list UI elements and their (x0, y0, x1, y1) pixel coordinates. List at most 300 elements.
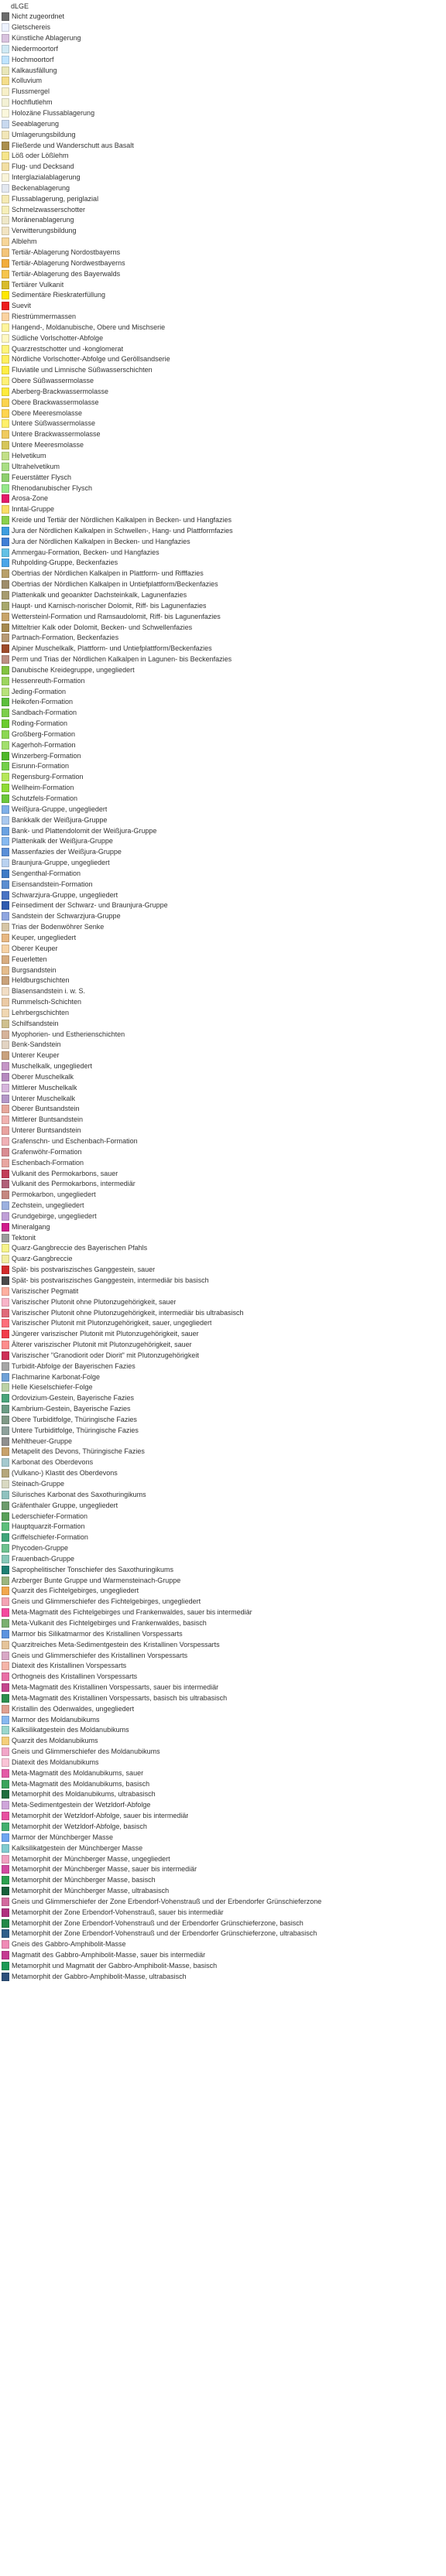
legend-item (2, 1007, 446, 1018)
legend-item (2, 97, 446, 108)
legend-swatch (2, 1170, 9, 1178)
legend-swatch (2, 1619, 9, 1628)
legend-item (2, 226, 446, 237)
legend-label: Kolluvium (12, 77, 43, 85)
legend-label: Winzerberg-Formation (12, 751, 81, 760)
legend-item (2, 1072, 446, 1083)
legend-item (2, 333, 446, 343)
legend-item (2, 504, 446, 515)
legend-item (2, 869, 446, 880)
legend-label: Lederschiefer-Formation (12, 1512, 88, 1520)
legend-label: (Vulkano-) Klastit des Oberdevons (12, 1469, 118, 1478)
legend-item (2, 1822, 446, 1833)
legend-label: Metapelit des Devons, Thüringische Fazies (12, 1447, 145, 1456)
legend-swatch (2, 1373, 9, 1382)
legend-label: Quarzit des Fichtelgebirges, ungegliedert (12, 1587, 139, 1595)
legend-item (2, 1211, 446, 1222)
legend-item (2, 1340, 446, 1351)
legend-label: Grundgebirge, ungegliedert (12, 1211, 97, 1220)
legend-swatch (2, 987, 9, 996)
legend-item (2, 1918, 446, 1929)
legend-label: Roding-Formation (12, 719, 68, 728)
legend-swatch (2, 1115, 9, 1124)
legend-label: Mittlerer Muschelkalk (12, 1083, 77, 1092)
legend-swatch (2, 1672, 9, 1681)
legend-swatch (2, 473, 9, 482)
legend-swatch (2, 1748, 9, 1756)
legend-swatch (2, 1876, 9, 1884)
legend-label: Meta-Magmatit des Kristallinen Vorspessarts, basisch bis ultrabasisch (12, 1693, 228, 1702)
legend-swatch (2, 131, 9, 139)
legend-label: Heldburgschichten (12, 976, 70, 985)
legend-label: Spät- bis postvariszisches Ganggestein, intermediär bis basisch (12, 1276, 209, 1284)
legend-swatch (2, 1694, 9, 1703)
legend-swatch (2, 773, 9, 781)
legend-item (2, 1897, 446, 1908)
legend-item (2, 1597, 446, 1607)
legend-swatch (2, 87, 9, 96)
legend-label: Sandbach-Formation (12, 709, 77, 717)
legend-swatch (2, 1095, 9, 1103)
legend-item (2, 965, 446, 975)
legend-swatch (2, 698, 9, 706)
legend-label: Eisensandstein-Formation (12, 880, 93, 888)
legend-swatch (2, 1823, 9, 1831)
legend-item (2, 794, 446, 805)
legend-label: Flug- und Decksand (12, 162, 74, 171)
legend-label: Quarzitreiches Meta-Sedimentgestein des Kristallinen Vorspessarts (12, 1640, 220, 1648)
legend-item (2, 1051, 446, 1061)
legend-label: Oberer Keuper (12, 944, 58, 952)
legend-item (2, 644, 446, 654)
legend-item (2, 1136, 446, 1147)
legend-label: Metamorphit der Wetzldorf-Abfolge, basisch (12, 1823, 147, 1831)
legend-label: Metamorphit der Wetzldorf-Abfolge, sauer bis intermediär (12, 1812, 189, 1820)
legend-swatch (2, 1641, 9, 1649)
legend-item (2, 173, 446, 183)
legend-item (2, 162, 446, 173)
legend-item (2, 1886, 446, 1897)
legend-label: Feuerstätter Flysch (12, 473, 72, 481)
legend-swatch (2, 1705, 9, 1713)
legend-label: Turbidit-Abfolge der Bayerischen Fazies (12, 1361, 136, 1370)
legend-swatch (2, 1394, 9, 1402)
legend-swatch (2, 923, 9, 931)
legend-swatch (2, 1555, 9, 1563)
legend-swatch (2, 1544, 9, 1553)
legend-item (2, 1811, 446, 1822)
legend-swatch (2, 741, 9, 750)
legend-item (2, 526, 446, 537)
legend-label: Kalksilikatgestein der Münchberger Masse (12, 1843, 143, 1852)
legend-swatch (2, 12, 9, 21)
legend-label: Fließerde und Wanderschutt aus Basalt (12, 141, 134, 149)
legend-swatch (2, 559, 9, 567)
legend-item (2, 1661, 446, 1672)
legend-item (2, 772, 446, 783)
legend-item (2, 611, 446, 622)
legend-swatch (2, 1447, 9, 1456)
legend-item (2, 1864, 446, 1875)
legend-item (2, 1082, 446, 1093)
legend-swatch (2, 291, 9, 299)
legend-swatch (2, 302, 9, 310)
legend-item (2, 1157, 446, 1168)
legend-swatch (2, 644, 9, 653)
legend-item (2, 1372, 446, 1382)
legend-label: Sengenthal-Formation (12, 869, 81, 877)
legend-swatch (2, 719, 9, 728)
legend-label: Danubische Kreidegruppe, ungegliedert (12, 665, 135, 674)
legend-label: Bankkalk der Weißjura-Gruppe (12, 815, 108, 824)
legend-item (2, 986, 446, 997)
legend-item (2, 1758, 446, 1768)
legend-swatch (2, 1662, 9, 1670)
legend-swatch (2, 227, 9, 235)
legend-label: Grafenschn- und Eschenbach-Formation (12, 1137, 138, 1146)
legend-label: Quarzit des Moldanubikums (12, 1737, 98, 1745)
legend-swatch (2, 463, 9, 471)
legend-swatch (2, 377, 9, 385)
legend-item (2, 1190, 446, 1201)
legend-swatch (2, 1009, 9, 1017)
legend-label: Untere Süßwassermolasse (12, 419, 96, 428)
legend-swatch (2, 313, 9, 321)
legend-item (2, 343, 446, 354)
legend-item (2, 825, 446, 836)
legend-swatch (2, 1020, 9, 1028)
legend-label: Nördliche Vorlschotter-Abfolge und Geröllsandserie (12, 355, 170, 364)
legend-item (2, 1404, 446, 1415)
legend-item (2, 1843, 446, 1853)
legend-swatch (2, 216, 9, 224)
legend-item (2, 675, 446, 686)
legend-swatch (2, 527, 9, 535)
legend-swatch (2, 869, 9, 878)
legend-label: Flachmarine Karbonat-Folge (12, 1372, 101, 1381)
legend-item (2, 1018, 446, 1029)
legend-item (2, 579, 446, 590)
legend-swatch (2, 355, 9, 364)
legend-label: Sandstein der Schwarzjura-Gruppe (12, 912, 121, 921)
legend-item (2, 1971, 446, 1982)
legend-label: Meta-Vulkanit des Fichtelgebirges und Frankenwaldes, basisch (12, 1618, 207, 1627)
legend-swatch (2, 1040, 9, 1049)
legend-label: Lehrbergschichten (12, 1008, 70, 1016)
legend-swatch (2, 1405, 9, 1413)
legend-item (2, 1146, 446, 1157)
legend-item (2, 569, 446, 579)
legend-swatch (2, 1812, 9, 1820)
legend-item (2, 183, 446, 194)
legend-label: Muschelkalk, ungegliedert (12, 1062, 93, 1071)
legend-item (2, 515, 446, 526)
legend-label: Hochflutlehm (12, 98, 53, 107)
legend-item (2, 1040, 446, 1051)
legend-label: Phycoden-Gruppe (12, 1544, 69, 1553)
legend-swatch (2, 1769, 9, 1778)
legend-label: Braunjura-Gruppe, ungegliedert (12, 859, 110, 867)
legend-item (2, 600, 446, 611)
legend-item (2, 697, 446, 708)
legend-label: Metamorphit der Gabbro-Amphibolit-Masse, ultrabasisch (12, 1972, 187, 1980)
legend-label: Hochmoortorf (12, 55, 54, 63)
legend-swatch (2, 688, 9, 696)
legend-item (2, 1832, 446, 1843)
legend-swatch (2, 484, 9, 493)
legend-label: Großberg-Formation (12, 729, 76, 738)
legend-label: Helvetikum (12, 452, 46, 460)
legend-label: Tertiärer Vulkanit (12, 280, 64, 289)
legend-item (2, 54, 446, 65)
legend-item (2, 376, 446, 387)
legend-item (2, 1607, 446, 1618)
legend-swatch (2, 398, 9, 407)
legend-label: Regensburg-Formation (12, 773, 84, 781)
legend-swatch (2, 98, 9, 107)
legend-swatch (2, 1973, 9, 1981)
legend-swatch (2, 505, 9, 514)
legend-swatch (2, 901, 9, 910)
legend-item (2, 933, 446, 944)
legend-label: Gneis und Glimmerschiefer des Fichtelgebirges, ungegliedert (12, 1597, 201, 1606)
legend-item (2, 954, 446, 965)
legend-item (2, 1778, 446, 1789)
legend-item (2, 1950, 446, 1961)
legend-swatch (2, 23, 9, 32)
legend-item (2, 911, 446, 922)
legend-item (2, 804, 446, 815)
legend-label: Feuerletten (12, 955, 47, 963)
legend-label: Frauenbach-Gruppe (12, 1554, 75, 1563)
legend-label: Alpiner Muschelkalk, Plattform- und Untiefplattform/Beckenfazies (12, 644, 212, 653)
legend-item (2, 890, 446, 900)
legend-label: Diatexit des Moldanubikums (12, 1758, 99, 1766)
legend-item (2, 1265, 446, 1276)
legend-swatch (2, 1480, 9, 1488)
legend-swatch (2, 409, 9, 418)
legend-label: Alblehm (12, 237, 37, 246)
legend-label: Grafenwöhr-Formation (12, 1147, 82, 1156)
legend-label: Meta-Magmatit des Moldanubikums, basisch (12, 1779, 150, 1788)
legend-label: Untere Brackwassermolasse (12, 430, 101, 439)
legend-list (2, 12, 446, 1982)
legend-label: Flussmergel (12, 87, 50, 96)
legend-label: Untere Turbiditfolge, Thüringische Fazies (12, 1426, 139, 1434)
legend-label: Gneis und Glimmerschiefer der Zone Erbendorf-Vohenstrauß und der Erbendorfer Grünschieferzone (12, 1897, 322, 1905)
legend-item (2, 258, 446, 268)
legend-swatch (2, 912, 9, 921)
legend-item (2, 1736, 446, 1747)
legend-swatch (2, 45, 9, 53)
legend-label: Wettersteinl-Formation und Ramsaudolomit, Riff- bis Lagunenfazies (12, 612, 221, 620)
legend-item (2, 1104, 446, 1115)
legend-item (2, 322, 446, 333)
legend-item (2, 1297, 446, 1307)
legend-swatch (2, 966, 9, 975)
legend-item (2, 215, 446, 226)
legend-item (2, 1650, 446, 1661)
legend-label: Marmor bis Silikatmarmor des Kristallinen Vorspessarts (12, 1629, 183, 1638)
legend-item (2, 719, 446, 729)
legend-item (2, 1800, 446, 1811)
legend-label: Zechstein, ungegliedert (12, 1201, 84, 1210)
legend-item (2, 440, 446, 451)
legend-label: Unterer Muschelkalk (12, 1094, 76, 1102)
legend-swatch (2, 848, 9, 856)
legend-item (2, 108, 446, 119)
legend-item (2, 1350, 446, 1361)
legend-swatch (2, 1319, 9, 1327)
legend-item (2, 558, 446, 569)
legend-label: Gneis und Glimmerschiefer des Moldanubikums (12, 1748, 160, 1756)
legend-label: Metamorphit und Magmatit der Gabbro-Amphibolit-Masse, basisch (12, 1961, 218, 1970)
legend-item (2, 1093, 446, 1104)
legend-label: Untere Meeresmolasse (12, 441, 84, 449)
legend-swatch (2, 1801, 9, 1809)
legend-label: Variszischer Plutonit ohne Plutonzugehörigkeit, intermediär bis ultrabasisch (12, 1308, 244, 1317)
legend-swatch (2, 1566, 9, 1574)
legend-swatch (2, 880, 9, 889)
legend-swatch (2, 1491, 9, 1499)
legend-item (2, 1714, 446, 1725)
legend-swatch (2, 345, 9, 354)
legend-swatch (2, 613, 9, 621)
legend-swatch (2, 1898, 9, 1906)
legend-swatch (2, 270, 9, 278)
legend-item (2, 1425, 446, 1436)
legend-swatch (2, 859, 9, 867)
legend-swatch (2, 816, 9, 825)
legend-swatch (2, 1780, 9, 1789)
legend-swatch (2, 323, 9, 332)
legend-item (2, 1179, 446, 1190)
legend-item (2, 248, 446, 258)
legend-item (2, 1693, 446, 1703)
legend-item (2, 397, 446, 408)
legend-item (2, 686, 446, 697)
legend-label: Blasensandstein i. w. S. (12, 987, 86, 996)
legend-swatch (2, 1051, 9, 1060)
legend-item (2, 900, 446, 911)
legend-swatch (2, 1737, 9, 1745)
legend-label: Tertiär-Ablagerung des Bayerwalds (12, 269, 121, 278)
legend-swatch (2, 634, 9, 642)
legend-item (2, 129, 446, 140)
legend-swatch (2, 1212, 9, 1221)
legend-swatch (2, 120, 9, 128)
legend-swatch (2, 388, 9, 396)
legend-swatch (2, 1351, 9, 1360)
legend-label: Orthogneis des Kristallinen Vorspessarts (12, 1672, 138, 1681)
legend-label: Perm und Trias der Nördlichen Kalkalpen in Lagunen- bis Beckenfazies (12, 655, 232, 664)
legend-item (2, 1415, 446, 1426)
legend-label: Löß oder Lößlehm (12, 152, 69, 160)
legend-label: Obere Meeresmolasse (12, 408, 83, 417)
legend-label: Metamorphit des Moldanubikums, ultrabasisch (12, 1790, 156, 1799)
legend-item (2, 461, 446, 472)
legend-item (2, 1479, 446, 1490)
legend-item (2, 664, 446, 675)
legend-swatch (2, 1790, 9, 1799)
legend-label: Karbonat des Oberdevons (12, 1458, 94, 1467)
legend-label: Südliche Vorlschotter-Abfolge (12, 333, 104, 342)
legend-swatch (2, 1341, 9, 1349)
legend-item (2, 1168, 446, 1179)
legend-item (2, 1221, 446, 1232)
legend-item (2, 654, 446, 665)
legend-item (2, 151, 446, 162)
legend-item (2, 1457, 446, 1468)
legend-item (2, 1243, 446, 1254)
legend-label: Holozäne Flussablagerung (12, 109, 95, 118)
legend-swatch (2, 334, 9, 343)
legend-swatch (2, 1522, 9, 1531)
legend-label: Variszischer Plutonit ohne Plutonzugehörigkeit, sauer (12, 1297, 177, 1306)
legend-label: Arzberger Bunte Gruppe und Warmensteinach-Gruppe (12, 1576, 181, 1584)
legend-swatch (2, 1362, 9, 1371)
legend-item (2, 1382, 446, 1393)
legend-label: Schmelzwasserschotter (12, 205, 86, 214)
legend-label: Plattenkalk der Weißjura-Gruppe (12, 837, 113, 846)
legend-swatch (2, 1255, 9, 1263)
legend-swatch (2, 1287, 9, 1296)
legend-swatch (2, 281, 9, 289)
legend-label: Heikofen-Formation (12, 698, 74, 706)
legend-swatch (2, 1105, 9, 1113)
legend-swatch (2, 1062, 9, 1071)
legend-swatch (2, 1758, 9, 1767)
legend-title: dLGE (11, 2, 29, 10)
legend-swatch (2, 1309, 9, 1317)
legend-swatch (2, 1940, 9, 1949)
legend-item (2, 1361, 446, 1372)
legend-item (2, 140, 446, 151)
legend-label: Silurisches Karbonat des Saxothuringikums (12, 1490, 146, 1498)
legend-label: Fluviatile und Limnische Süßwasserschichten (12, 366, 153, 374)
legend-item (2, 301, 446, 312)
legend-swatch (2, 538, 9, 546)
legend-swatch (2, 494, 9, 503)
legend-swatch (2, 1887, 9, 1895)
legend-item (2, 429, 446, 440)
legend-label: Variszischer "Granodiorit oder Diorit" mit Plutonzugehörigkeit (12, 1351, 199, 1359)
legend-swatch (2, 1137, 9, 1146)
legend-item (2, 1564, 446, 1575)
legend-label: Quarz-Gangbreccie (12, 1255, 73, 1263)
legend-item (2, 997, 446, 1008)
legend-swatch (2, 1865, 9, 1874)
legend-swatch (2, 1929, 9, 1938)
legend-label: Tektonit (12, 1233, 36, 1242)
legend-label: Kambrium-Gestein, Bayerische Fazies (12, 1405, 131, 1413)
legend-label: Mineralgang (12, 1222, 50, 1231)
legend-item (2, 729, 446, 740)
legend-item (2, 1318, 446, 1329)
legend-item (2, 761, 446, 772)
legend-swatch (2, 655, 9, 664)
legend-label: Plattenkalk und geoankter Dachsteinkalk, Lagunenfazies (12, 590, 187, 599)
legend-swatch (2, 1030, 9, 1039)
legend-swatch (2, 1652, 9, 1660)
legend-label: Beckenablagerung (12, 183, 70, 192)
legend-label: Variszischer Plutonit mit Plutonzugehörigkeit, sauer, ungegliedert (12, 1319, 212, 1327)
legend-item (2, 783, 446, 794)
legend-swatch (2, 430, 9, 439)
legend-swatch (2, 1855, 9, 1864)
legend-item (2, 622, 446, 633)
legend-swatch (2, 142, 9, 150)
